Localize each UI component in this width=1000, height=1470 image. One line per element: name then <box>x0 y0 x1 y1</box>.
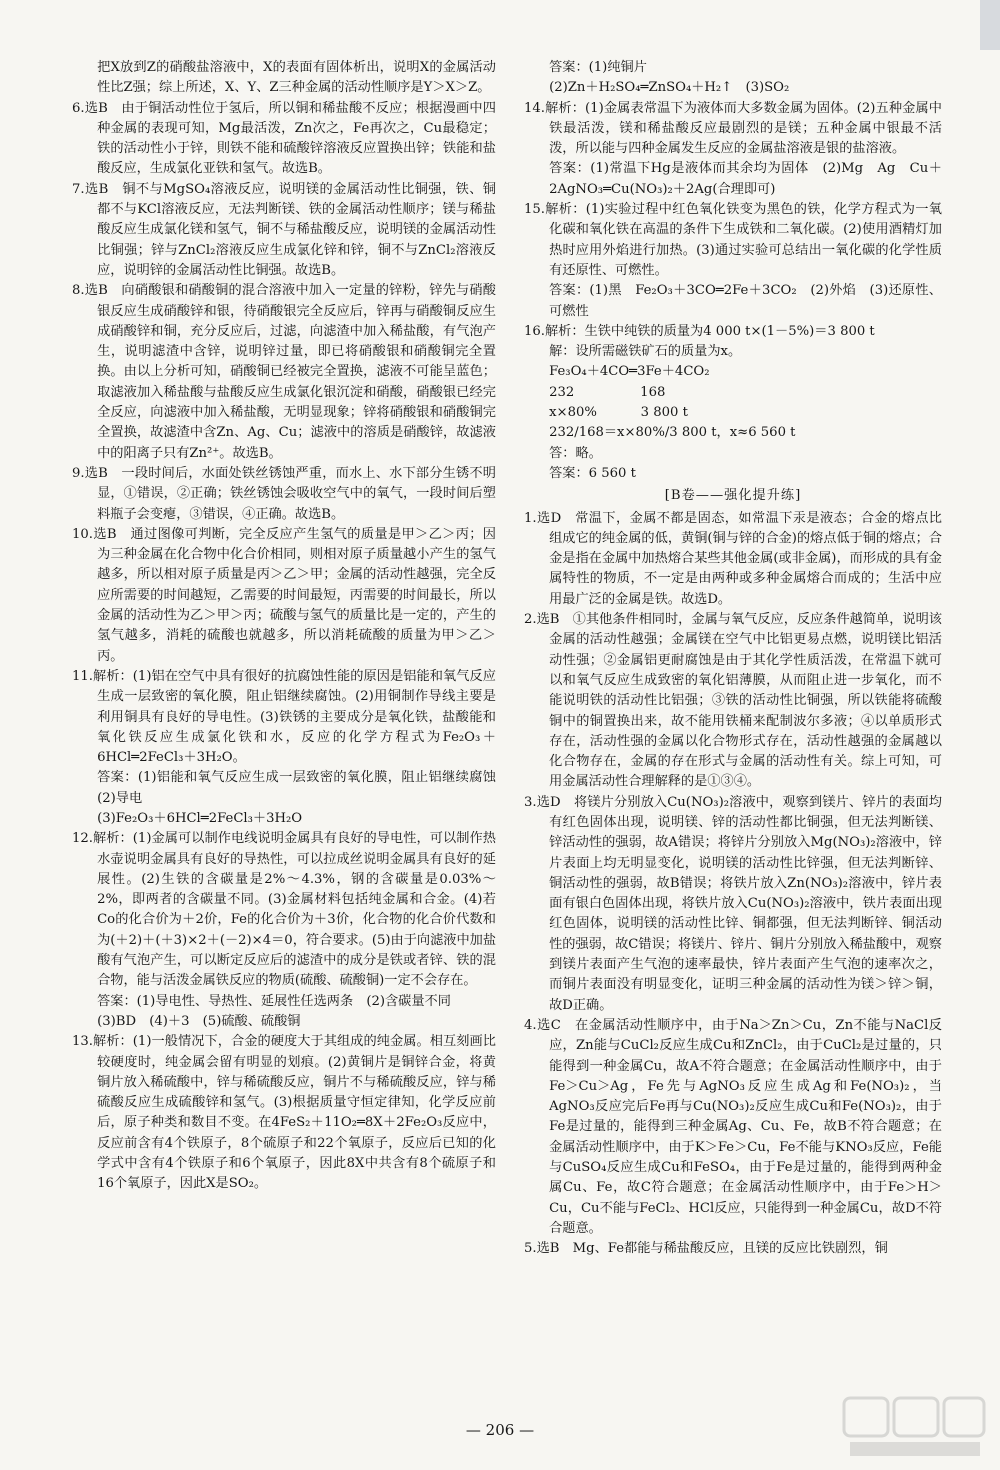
paragraph: 5.选B Mg、Fe都能与稀盐酸反应，且镁的反应比铁剧烈，铜 <box>524 1241 888 1257</box>
watermark-logo <box>840 1392 990 1462</box>
answer-line: 答案：6 560 t <box>549 465 636 481</box>
paragraph: 15.解析：(1)实验过程中红色氧化铁变为黑色的铁，化学方程式为一氧化碳和氧化铁在高温的条件下生成铁和二氧化碳。(2)使用酒精灯加热时应用外焰进行加热。(3)通过实验可总结出一氧化碳的化学性质有还原性、可燃性。 <box>524 202 942 278</box>
calc-line: 解：设所需磁铁矿石的质量为x。 <box>549 344 742 360</box>
paragraph: 8.选B 向硝酸银和硝酸铜的混合溶液中加入一定量的锌粉，锌先与硝酸银反应生成硝酸锌和银，待硝酸银完全反应后，锌再与硝酸铜反应生成硝酸锌和铜，充分反应后，过滤，向滤渣中加入稀盐酸，有气泡产生，说明滤渣中含锌，说明锌过量，即已将硝酸银和硝酸铜完全置换。由以上分析可知，硝酸铜已经被完全置换，滤液不可能呈蓝色；取滤液加入稀盐酸与盐酸反应生成氯化银沉淀和硝酸，硝酸银已经完全反应，向滤液中加入稀盐酸，无明显现象；锌将硝酸银和硝酸铜完全置换，故滤渣中含Zn、Ag、Cu；滤液中的溶质是硝酸锌，故滤液中的阳离子只有Zn²⁺。故选B。 <box>72 283 496 461</box>
paragraph: 1.选D 常温下，金属不都是固态，如常温下汞是液态；合金的熔点比组成它的纯金属的低，黄铜(铜与锌的合金)的熔点低于铜的熔点；合金是指在金属中加热熔合某些其他金属(或非金属)，而形成的具有金属特性的物质，不一定是由两种或多种金属熔合而成的；生活中应用最广泛的金属是铁。故选D。 <box>524 510 942 607</box>
paragraph: 12.解析：(1)金属可以制作电线说明金属具有良好的导电性，可以制作热水壶说明金属具有良好的导热性，可以拉成丝说明金属具有良好的延展性。(2)生铁的含碳量是2%～4.3%，钢的含碳量是0.03%～2%，即两者的含碳量不同。(3)金属材料包括纯金属和合金。(4)若Co的化合价为＋2价，Fe的化合价为＋3价，化合物的化合价代数和为(＋2)＋(＋3)×2＋(－2)×4＝0，符合要求。(5)由于向滤液中加盐酸有气泡产生，可以断定反应后的滤渣中的成分是铁或者锌、铁的混合物，能与活泼金属铁反应的物质(硫酸、硫酸铜)一定不会存在。 <box>72 831 497 989</box>
calc-line: 答：略。 <box>549 445 602 461</box>
paragraph: 把X放到Z的硝酸盐溶液中，X的表面有固体析出，说明X的金属活动性比Z强；综上所述，X、Y、Z三种金属的活动性顺序是Y＞X＞Z。 <box>97 60 496 96</box>
paragraph: 3.选D 将镁片分别放入Cu(NO₃)₂溶液中，观察到镁片、锌片的表面均有红色固体出现，说明镁、锌的活动性都比铜强，但无法判断镁、锌活动性的强弱，故A错误；将锌片分别放入Mg(NO₃)₂溶液中，锌片表面上均无明显变化，说明镁的活动性比锌强，但无法判断锌、铜活动性的强弱，故B错误；将铁片放入Zn(NO₃)₂溶液中，锌片表面有银白色固体出现，将铁片放入Cu(NO₃)₂溶液中，铁片表面出现红色固体，说明镁的活动性比锌、铜都强，但无法判断锌、铜活动性的强弱，故C错误；将镁片、锌片、铜片分别放入稀盐酸中，观察到镁片表面产生气泡的速率最快，锌片表面产生气泡的速率次之，而铜片表面没有明显变化，证明三种金属的活动性为镁＞锌＞铜，故D正确。 <box>524 794 942 1013</box>
paragraph: 4.选C 在金属活动性顺序中，由于Na＞Zn＞Cu，Zn不能与NaCl反应，Zn能与CuCl₂反应生成Cu和ZnCl₂，由于CuCl₂是过量的，只能得到一种金属Cu，故A不符合题意；在金属活动性顺序中，由于Fe＞Cu＞Ag，Fe先与AgNO₃反应生成Ag和Fe(NO₃)₂，当AgNO₃反应完后Fe再与Cu(NO₃)₂反应生成Cu和Fe(NO₃)₂，由于Fe是过量的，能得到三种金属Ag、Cu、Fe，故B不符合题意；在金属活动性顺序中，由于K＞Fe＞Cu，Fe不能与KNO₃反应，Fe能与CuSO₄反应生成Cu和FeSO₄，由于Fe是过量的，能得到两种金属Cu、Fe，故C符合题意；在金属活动性顺序中，由于Fe＞H＞Cu，Cu不能与FeCl₂、HCl反应，只能得到一种金属Cu，故D不符合题意。 <box>524 1017 942 1236</box>
page-number: — 206 — <box>465 1421 535 1439</box>
paragraph: 2.选B ①其他条件相同时，金属与氧气反应，反应条件越简单，说明该金属的活动性越强；金属镁在空气中比铝更易点燃，说明镁比铝活动性强；②金属铝更耐腐蚀是由于其化学性质活泼，在常温下就可以和氧气反应生成致密的氧化铝薄膜，从而阻止进一步氧化，而不能说明铁的活动性比铝强；③铁的活动性比铜强，所以铁能将硫酸铜中的铜置换出来，故不能用铁桶来配制波尔多液；④以单质形式存在，活动性强的金属以化合物形式存在，活动性越强的金属越以化合物存在，金属的存在形式与金属的活动性有关。综上可知，可用金属活动性合理解释的是①③④。 <box>524 612 942 790</box>
paragraph: 16.解析：生铁中纯铁的质量为4 000 t×(1－5%)＝3 800 t <box>524 323 875 339</box>
paragraph: 6.选B 由于铜活动性位于氢后，所以铜和稀盐酸不反应；根据漫画中四种金属的表现可知，Mg最活泼，Zn次之，Fe再次之，Cu最稳定；铁的活动性小于锌，則铁不能和硫酸锌溶液反应置换出锌；铁能和盐酸反应，生成氯化亚铁和氢气。故选B。 <box>72 100 496 177</box>
answer-line: 答案：(1)铝能和氧气反应生成一层致密的氧化膜，阻止铝继续腐蚀 (2)导电 <box>97 770 510 806</box>
paragraph: 7.选B 铜不与MgSO₄溶液反应，说明镁的金属活动性比铜强，铁、铜都不与KCl溶液反应，无法判断镁、铁的金属活动性顺序；镁与稀盐酸反应生成氯化镁和氢气，铜不与稀盐酸反应，说明镁的金属活动性比铜强；锌与ZnCl₂溶液反应生成氯化锌和锌，铜不与ZnCl₂溶液反应，说明锌的金属活动性比铜强。故选B。 <box>72 181 496 278</box>
left-column <box>72 58 510 1195</box>
paragraph: 11.解析：(1)铝在空气中具有很好的抗腐蚀性能的原因是铝能和氧气反应生成一层致密的氧化膜，阻止铝继续腐蚀。(2)用铜制作导线主要是利用铜具有良好的导电性。(3)铁锈的主要成分是氧化铁，盐酸能和氧化铁反应生成氯化铁和水，反应的化学方程式为Fe₂O₃＋6HCl═2FeCl₃＋3H₂O。 <box>72 668 496 766</box>
answer-line: 答案：(1)常温下Hg是液体而其余均为固体 (2)Mg Ag Cu＋2AgNO₃═Cu(NO₃)₂＋2Ag(合理即可) <box>549 161 942 197</box>
scan-edge-mark <box>974 0 1000 50</box>
calc-line: x×80% 3 800 t <box>549 405 688 421</box>
section-heading: [B卷——强化提升练] <box>664 488 802 504</box>
answer-line: (3)BD (4)＋3 (5)硫酸、硫酸铜 <box>97 1013 301 1029</box>
calc-line: 232/168＝x×80%/3 800 t，x≈6 560 t <box>549 425 796 441</box>
calc-line: 232 168 <box>549 384 666 400</box>
paragraph: 9.选B 一段时间后，水面处铁丝锈蚀严重，而水上、水下部分生锈不明显，①错误，②正确；铁丝锈蚀会吸收空气中的氧气，一段时间后塑料瓶子会变瘪，③错误，④正确。故选B。 <box>72 465 496 522</box>
right-column <box>524 58 942 1260</box>
answer-line: 答案：(1)导电性、导热性、延展性任选两条 (2)含碳量不同 <box>97 993 451 1009</box>
answer-line: (3)Fe₂O₃＋6HCl═2FeCl₃＋3H₂O <box>97 810 303 826</box>
answer-line: 答案：(1)黑 Fe₂O₃＋3CO═2Fe＋3CO₂ (2)外焰 (3)还原性、可燃性 <box>549 283 942 319</box>
paragraph: 14.解析：(1)金属表常温下为液体而大多数金属为固体。(2)五种金属中铁最活泼，镁和稀盐酸反应最剧烈的是镁；五种金属中银最不活泼，所以能与四种金属发生反应的金属盐溶液是银的盐溶液。 <box>524 100 942 157</box>
answer-line: (2)Zn＋H₂SO₄═ZnSO₄＋H₂↑ (3)SO₂ <box>549 80 790 96</box>
equation-line: Fe₃O₄＋4CO═3Fe＋4CO₂ <box>549 364 710 380</box>
answer-line: 答案：(1)纯铜片 <box>549 60 647 75</box>
paragraph: 13.解析：(1)一般情况下，合金的硬度大于其组成的纯金属。相互刻画比较硬度时，纯金属会留有明显的划痕。(2)黄铜片是铜锌合金，将黄铜片放入稀硫酸中，锌与稀硫酸反应，铜片不与稀硫酸反应，锌与稀硫酸反应生成硫酸锌和氢气。(3)根据质量守恒定律知，化学反应前后，原子种类和数目不变。在4FeS₂＋11O₂═8X＋2Fe₂O₃反应中，反应前含有4个铁原子，8个硫原子和22个氧原子，反应后已知的化学式中含有4个铁原子和6个氧原子，因此8X中共含有8个硫原子和16个氧原子，因此X是SO₂。 <box>72 1034 496 1192</box>
paragraph: 10.选B 通过图像可判断，完全反应产生氢气的质量是甲＞乙＞丙；因为三种金属在化合物中化合价相同，则相对原子质量越小产生的氢气越多，所以相对原子质量是丙＞乙＞甲；金属的活动性越强，完全反应所需要的时间越短，乙需要的时间最短，丙需要的时间最长，所以金属的活动性为乙＞甲＞丙；硫酸与氢气的质量比是一定的，产生的氢气越多，消耗的硫酸也就越多，所以消耗硫酸的质量为甲＞乙＞丙。 <box>72 526 496 664</box>
